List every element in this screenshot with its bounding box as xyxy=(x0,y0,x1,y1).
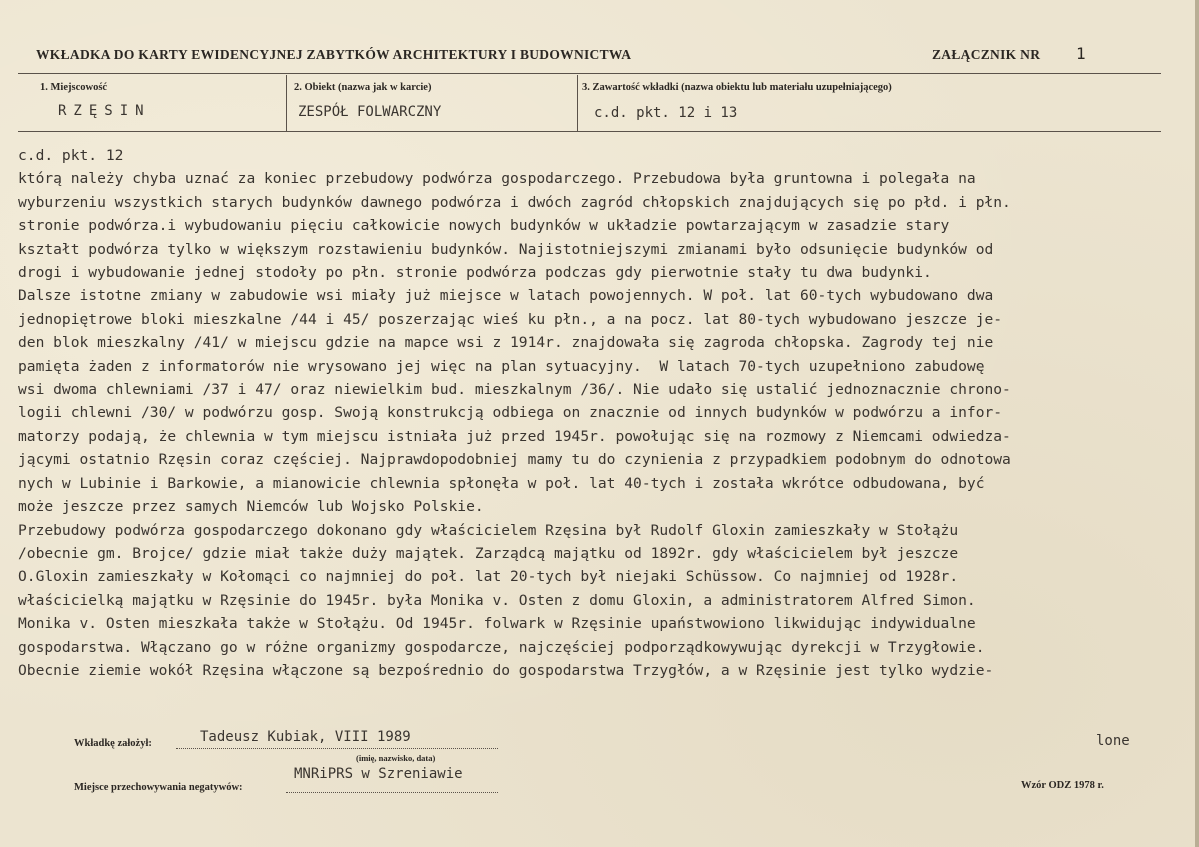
text-line: którą należy chyba uznać za koniec przebudowy podwórza gospodarczego. Przebudowa była gruntowna i polegała na xyxy=(18,170,976,188)
negatives-value: MNRiPRS w Szreniawie xyxy=(294,766,463,782)
text-line: /obecnie gm. Brojce/ gdzie miał także duży majątek. Zarządcą majątku od 1892r. gdy właścicielem był jeszcze xyxy=(18,544,959,562)
author-label: Wkładkę założył: xyxy=(74,738,152,749)
object-value: ZESPÓŁ FOLWARCZNY xyxy=(298,104,442,120)
text-line: jącymi ostatnio Rzęsin coraz częściej. Najprawdopodobniej mamy tu do czynienia z przypadkiem podobnym do odnotowa xyxy=(18,451,1011,469)
negatives-line xyxy=(286,792,498,793)
text-line: pamięta żaden z informatorów nie wrysowano jej więc na plan sytuacyjny. W latach 70-tych uzupełniono zabudowę xyxy=(18,357,985,375)
template-label: Wzór ODZ 1978 r. xyxy=(1021,780,1104,791)
text-line: Przebudowy podwórza gospodarczego dokonano gdy właścicielem Rzęsina był Rudolf Gloxin zamieszkały w Stołążu xyxy=(18,521,959,539)
author-hint: (imię, nazwisko, data) xyxy=(356,753,436,763)
text-line: stronie podwórza.i wybudowaniu pięciu całkowicie nowych budynków w układzie powtarzającym w zasadzie stary xyxy=(18,217,950,235)
text-line: matorzy podają, że chlewnia w tym miejscu istniała już przed 1945r. powołując się na rozmowy z Niemcami odwiedza- xyxy=(18,427,1011,445)
text-line: c.d. pkt. 12 xyxy=(18,147,124,164)
contents-label: 3. Zawartość wkładki (nazwa obiektu lub materiału uzupełniającego) xyxy=(582,82,892,93)
annex-number: 1 xyxy=(1076,44,1086,63)
text-line: Dalsze istotne zmiany w zabudowie wsi miały już miejsce w latach powojennych. W poł. lat 60-tych wybudowano dwa xyxy=(18,287,994,305)
continuation-text xyxy=(18,144,1188,682)
text-line: wsi dwoma chlewniami /37 i 47/ oraz niewielkim bud. mieszkalnym /36/. Nie udało się ustalić jednoznacznie chrono- xyxy=(18,381,1011,399)
locality-value: RZĘSIN xyxy=(58,103,151,119)
locality-label: 1. Miejscowość xyxy=(40,82,108,93)
text-line: Obecnie ziemie wokół Rzęsina włączone są bezpośrednio do gospodarstwa Trzygłów, a w Rzęsinie jest tylko wydzie- xyxy=(18,661,994,679)
text-line: Monika v. Osten mieszkała także w Stołążu. Od 1945r. folwark w Rzęsinie upaństwowiono likwidując indywidualne xyxy=(18,615,976,633)
form-title: WKŁADKA DO KARTY EWIDENCYJNEJ ZABYTKÓW ARCHITEKTURY I BUDOWNICTWA xyxy=(36,47,632,62)
text-line: jednopiętrowe bloki mieszkalne /44 i 45/ poszerzając wieś ku płn., a na pocz. lat 80-tych wybudowano jeszcze je- xyxy=(18,310,1003,328)
text-line: wyburzeniu wszystkich starych budynków dawnego podwórza i dwóch zagród chłopskich znajdujących się po płd. i płn. xyxy=(18,193,1011,211)
column-divider-1 xyxy=(286,75,287,132)
author-line xyxy=(176,748,498,749)
text-line: logii chlewni /30/ w podwórzu gosp. Swoją konstrukcją odbiega on znacznie od innych budynków w podwórzu a infor- xyxy=(18,404,1003,422)
text-line: może jeszcze przez samych Niemców lub Wojsko Polskie. xyxy=(18,498,484,516)
annex-label: ZAŁĄCZNIK NR xyxy=(932,47,1041,62)
text-line: właścicielką majątku w Rzęsinie do 1945r. była Monika v. Osten z domu Gloxin, a administratorem Alfred Simon. xyxy=(18,591,976,609)
card-edge xyxy=(1195,0,1199,847)
negatives-label: Miejsce przechowywania negatywów: xyxy=(74,782,243,793)
column-divider-2 xyxy=(577,75,578,132)
text-line: den blok mieszkalny /41/ w miejscu gdzie na mapce wsi z 1914r. znajdowała się zagroda chłopska. Zagrody tej nie xyxy=(18,334,994,352)
text-line: nych w Lubinie i Barkowie, a mianowicie chlewnia spłonęła w poł. lat 40-tych i została wkrótce odbudowana, być xyxy=(18,474,985,492)
header-top-rule xyxy=(18,73,1161,74)
object-label: 2. Obiekt (nazwa jak w karcie) xyxy=(294,82,432,93)
text-line: gospodarstwa. Włączano go w różne organizmy gospodarcze, najczęściej podporządkowywując dyrekcji w Trzygłowie. xyxy=(18,638,985,656)
author-value: Tadeusz Kubiak, VIII 1989 xyxy=(200,729,411,745)
body-continuation: lone xyxy=(1096,733,1130,749)
header-bottom-rule xyxy=(18,131,1161,132)
text-line: drogi i wybudowanie jednej stodoły po płn. stronie podwórza podczas gdy pierwotnie stały tu dwa budynki. xyxy=(18,264,932,282)
text-line: kształt podwórza tylko w większym rozstawieniu budynków. Najistotniejszymi zmianami było odsunięcie budynków od xyxy=(18,240,994,258)
contents-value: c.d. pkt. 12 i 13 xyxy=(594,105,738,121)
text-line: O.Gloxin zamieszkały w Kołomącі co najmniej do poł. lat 20-tych był niejaki Schüssow. Co najmniej od 1928r. xyxy=(18,568,959,586)
